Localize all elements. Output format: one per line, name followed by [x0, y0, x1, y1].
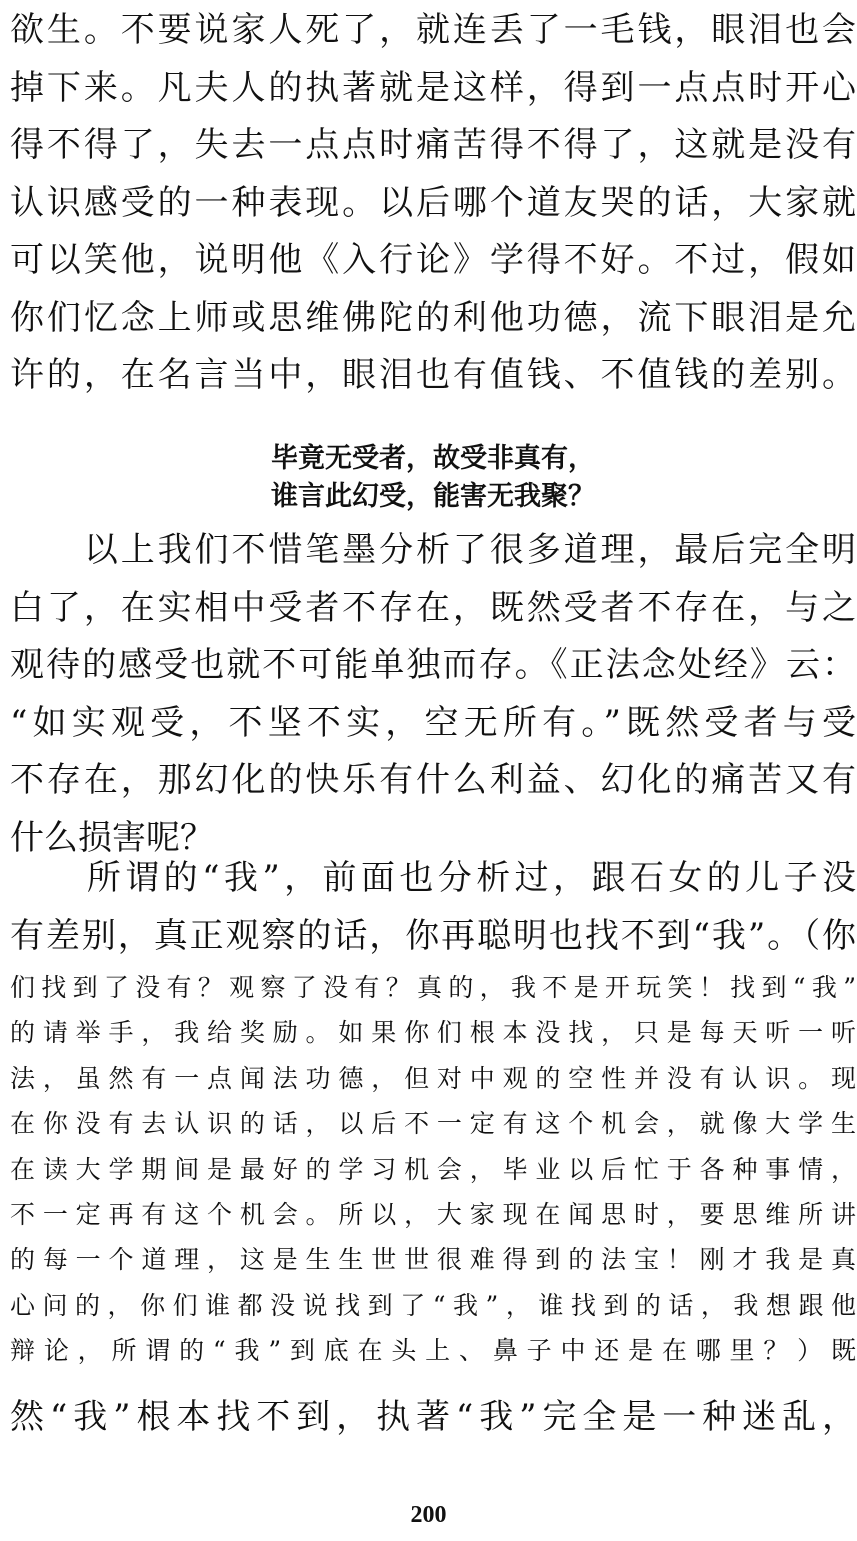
- aside-commentary: [10, 965, 856, 1374]
- aside-line: 心问的，你们谁都没说找到了“我”，谁找到的话，我想跟他: [10, 1290, 856, 1320]
- text-line: 白了，在实相中受者不存在，既然受者不存在，与之: [10, 587, 856, 628]
- text-line: “如实观受，不坚不实，空无所有。”既然受者与受: [10, 702, 856, 743]
- aside-line: 在你没有去认识的话，以后不一定有这个机会，就像大学生: [10, 1109, 856, 1139]
- aside-line: 在读大学期间是最好的学习机会，毕业以后忙于各种事情，: [10, 1154, 856, 1184]
- text-line: 可以笑他，说明他《入行论》学得不好。不过，假如: [10, 240, 856, 280]
- text-line: 观待的感受也就不可能单独而存。《正法念处经》云：: [10, 645, 856, 685]
- text-line: 以上我们不惜笔墨分析了很多道理，最后完全明: [10, 530, 856, 570]
- text-line: 许的，在名言当中，眼泪也有值钱、不值钱的差别。: [10, 355, 856, 395]
- verse-line: 毕竟无受者，故受非真有，: [271, 443, 595, 474]
- text-line: 不存在，那幻化的快乐有什么利益、幻化的痛苦又有: [10, 760, 856, 800]
- page-number: 200: [410, 1502, 447, 1528]
- paragraph-3: [10, 850, 856, 1374]
- verse-quote: [10, 440, 856, 516]
- paragraph-1: [10, 2, 856, 405]
- aside-line: 的每一个道理，这是生生世世很难得到的法宝！刚才我是真: [10, 1245, 856, 1275]
- text-line: 你们忆念上师或思维佛陀的利他功德，流下眼泪是允: [10, 297, 856, 338]
- aside-line: 法，虽然有一点闻法功德，但对中观的空性并没有认识。现: [10, 1063, 856, 1093]
- text-line: 所谓的“我”，前面也分析过，跟石女的儿子没: [10, 858, 856, 898]
- paragraph-4: [10, 1389, 856, 1447]
- text-line: 然“我”根本找不到，执著“我”完全是一种迷乱，: [10, 1397, 856, 1437]
- text-line: 有差别，真正观察的话，你再聪明也找不到“我”。（你: [10, 915, 856, 956]
- text-line: 得不得了，失去一点点时痛苦得不得了，这就是没有: [10, 125, 856, 165]
- aside-line: 辩论，所谓的“我”到底在头上、鼻子中还是在哪里？）既: [10, 1336, 856, 1366]
- text-line: 掉下来。凡夫人的执著就是这样，得到一点点时开心: [10, 67, 856, 108]
- aside-line: 不一定再有这个机会。所以，大家现在闻思时，要思维所讲: [10, 1199, 856, 1229]
- text-line: 什么损害呢？: [10, 817, 214, 858]
- text-line: 认识感受的一种表现。以后哪个道友哭的话，大家就: [10, 182, 856, 223]
- paragraph-2: [10, 522, 856, 867]
- text-line: 欲生。不要说家人死了，就连丢了一毛钱，眼泪也会: [10, 10, 856, 50]
- aside-line: 们找到了没有？观察了没有？真的，我不是开玩笑！找到“我”: [10, 973, 856, 1002]
- aside-line: 的请举手，我给奖励。如果你们根本没找，只是每天听一听: [10, 1018, 856, 1048]
- verse-line: 谁言此幻受，能害无我聚？: [271, 481, 595, 512]
